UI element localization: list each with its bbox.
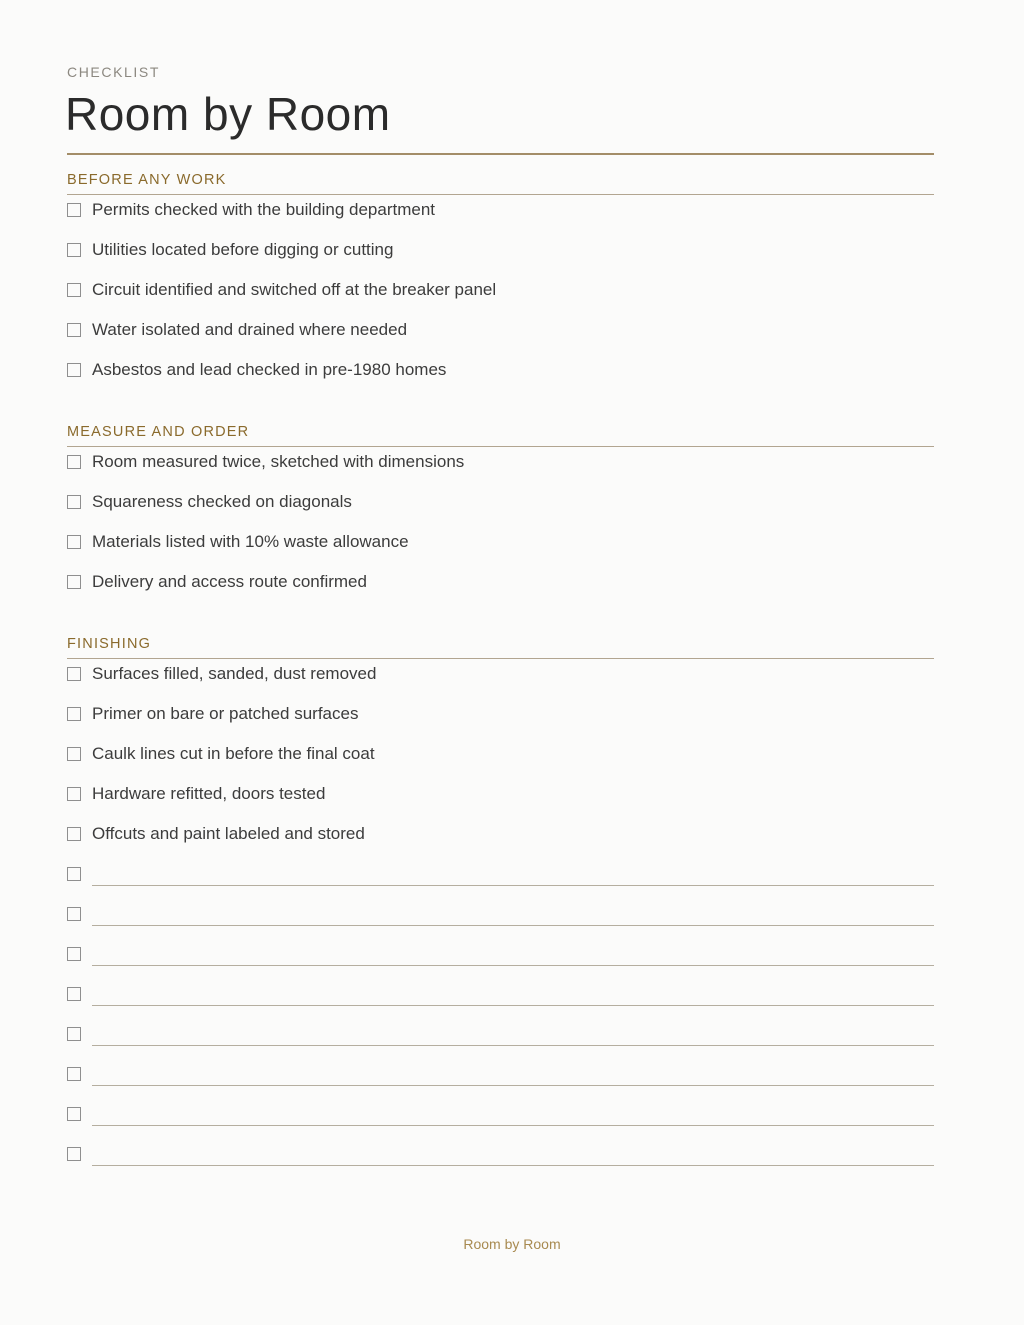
checklist-item-label: Utilities located before digging or cutting: [92, 240, 394, 259]
title-divider: [67, 153, 934, 155]
checklist-item: [67, 195, 934, 235]
checkbox[interactable]: [67, 827, 81, 841]
checkbox[interactable]: [67, 787, 81, 801]
page-eyebrow: CHECKLIST: [67, 64, 160, 80]
checkbox[interactable]: [67, 867, 81, 881]
checklist-item-label: Surfaces filled, sanded, dust removed: [92, 664, 377, 683]
section-measure-and-order: [67, 422, 934, 607]
blank-checklist-item: [67, 979, 934, 1019]
checklist-item: [67, 355, 934, 395]
checklist-item: [67, 275, 934, 315]
checkbox[interactable]: [67, 1147, 81, 1161]
write-in-line[interactable]: [92, 1125, 934, 1126]
checklist-item-label: Water isolated and drained where needed: [92, 320, 408, 339]
section-heading: FINISHING: [67, 634, 934, 659]
checklist-item-label: Room measured twice, sketched with dimensions: [92, 452, 465, 471]
page-footer: Room by Room: [463, 1236, 561, 1252]
checklist-item-label: Squareness checked on diagonals: [92, 492, 352, 511]
section-before-any-work: [67, 170, 934, 395]
write-in-line[interactable]: [92, 925, 934, 926]
checklist-item-label: Offcuts and paint labeled and stored: [92, 824, 365, 843]
checkbox[interactable]: [67, 1027, 81, 1041]
section-heading: MEASURE AND ORDER: [67, 422, 934, 447]
checkbox[interactable]: [67, 747, 81, 761]
checkbox[interactable]: [67, 907, 81, 921]
page-title: Room by Room: [65, 88, 391, 140]
blank-checklist-item: [67, 859, 934, 899]
checklist-item: [67, 567, 934, 607]
write-in-line[interactable]: [92, 965, 934, 966]
checklist-item-label: Hardware refitted, doors tested: [92, 784, 326, 803]
blank-checklist-item: [67, 939, 934, 979]
checklist-item-label: Primer on bare or patched surfaces: [92, 704, 359, 723]
checkbox[interactable]: [67, 283, 81, 297]
section-finishing: [67, 634, 934, 1179]
checkbox[interactable]: [67, 243, 81, 257]
section-heading: BEFORE ANY WORK: [67, 170, 934, 195]
blank-checklist-item: [67, 1019, 934, 1059]
write-in-line[interactable]: [92, 1005, 934, 1006]
checkbox[interactable]: [67, 987, 81, 1001]
checklist-item: [67, 659, 934, 699]
checkbox[interactable]: [67, 535, 81, 549]
checklist-item-label: Permits checked with the building department: [92, 200, 436, 219]
write-in-line[interactable]: [92, 885, 934, 886]
checklist-item-label: Circuit identified and switched off at the breaker panel: [92, 280, 497, 299]
write-in-line[interactable]: [92, 1085, 934, 1086]
write-in-line[interactable]: [92, 1045, 934, 1046]
checklist-item: [67, 487, 934, 527]
blank-checklist-item: [67, 1139, 934, 1179]
checklist-item-label: Materials listed with 10% waste allowance: [92, 532, 409, 551]
checkbox[interactable]: [67, 495, 81, 509]
checklist-item: [67, 527, 934, 567]
checkbox[interactable]: [67, 1107, 81, 1121]
blank-checklist-item: [67, 1059, 934, 1099]
checkbox[interactable]: [67, 203, 81, 217]
checklist-item: [67, 819, 934, 859]
blank-checklist-item: [67, 1099, 934, 1139]
checkbox[interactable]: [67, 1067, 81, 1081]
checklist-item-label: Caulk lines cut in before the final coat: [92, 744, 375, 763]
checkbox[interactable]: [67, 947, 81, 961]
checkbox[interactable]: [67, 455, 81, 469]
checklist-item: [67, 739, 934, 779]
checklist-item: [67, 447, 934, 487]
blank-checklist-item: [67, 899, 934, 939]
checklist-item: [67, 315, 934, 355]
checkbox[interactable]: [67, 323, 81, 337]
checkbox[interactable]: [67, 575, 81, 589]
checkbox[interactable]: [67, 363, 81, 377]
checklist-item: [67, 699, 934, 739]
checklist-item-label: Delivery and access route confirmed: [92, 572, 367, 591]
checkbox[interactable]: [67, 707, 81, 721]
write-in-line[interactable]: [92, 1165, 934, 1166]
checklist-item: [67, 235, 934, 275]
checkbox[interactable]: [67, 667, 81, 681]
checklist-item: [67, 779, 934, 819]
checklist-item-label: Asbestos and lead checked in pre-1980 homes: [92, 360, 447, 379]
